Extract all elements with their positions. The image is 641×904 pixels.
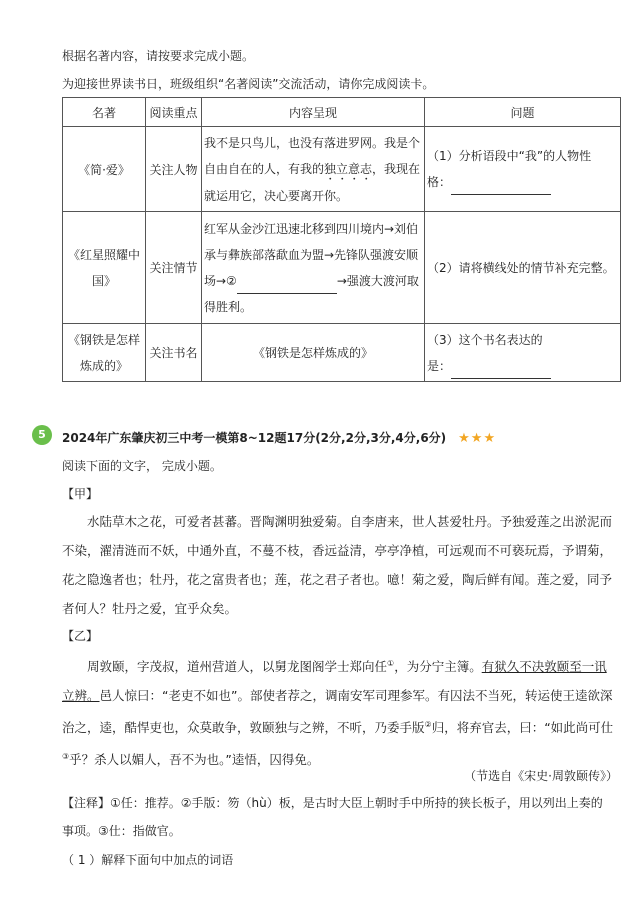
yi-text-1: 周敦颐，字茂叔，道州营道人，以舅龙图阁学士郑向任 bbox=[87, 659, 388, 675]
question-title bbox=[62, 429, 496, 446]
header-content: 内容呈现 bbox=[202, 98, 425, 127]
table-row bbox=[63, 212, 621, 324]
sub-question-1: （ 1 ）解释下面句中加点的词语 bbox=[62, 853, 234, 867]
table-row bbox=[63, 127, 621, 212]
intro-line-2: 为迎接世界读书日，班级组织“名著阅读”交流活动，请你完成阅读卡。 bbox=[62, 77, 435, 91]
row3-focus: 关注书名 bbox=[146, 324, 202, 382]
yi-text-3: 邑人惊曰：“老吏不如也”。部使者荐之，调南安军司理参军。有囚法不当死，转运使王逵欲深治之，逵，酷悍吏也，众莫敢争，敦颐独与之辨，不听，乃委手版 bbox=[62, 688, 613, 736]
question-source-title: 2024年广东肇庆初三中考一模第8~12题17分(2分,2分,3分,4分,6分) bbox=[62, 431, 447, 445]
row3-book: 《钢铁是怎样炼成的》 bbox=[63, 324, 146, 382]
intro-line-1: 根据名著内容，请按要求完成小题。 bbox=[62, 49, 255, 63]
row1-content-a: 我不是只鸟儿，也没有落进罗网。我是个自由自在的人，有我的 bbox=[204, 135, 421, 176]
note-ref-2: ② bbox=[424, 720, 432, 730]
question-number-badge: 5 bbox=[32, 425, 52, 445]
row3-content: 《钢铁是怎样炼成的》 bbox=[202, 324, 425, 382]
yi-text-4: 归，将弃官去，曰：“如此尚可仕 bbox=[431, 720, 614, 736]
row1-content bbox=[202, 127, 425, 212]
notes-line-1: 【注释】①任：推荐。②手版：笏（hù）板，是古时大臣上朝时手中所持的狭长板子，用以列出上奏的 bbox=[62, 796, 603, 810]
yi-text-5: 乎？杀人以媚人，吾不为也。”逵悟，囚得免。 bbox=[69, 752, 320, 768]
row1-focus: 关注人物 bbox=[146, 127, 202, 212]
row1-dotted-word: 独立意志 bbox=[324, 161, 373, 176]
yi-text-2: ，为分宁主簿。 bbox=[394, 659, 482, 675]
row1-content-b: ，我现在就运用它，决心要离开你。 bbox=[204, 161, 421, 203]
row2-content-b: →强渡大渡河取得胜利。 bbox=[204, 273, 419, 314]
header-question: 问题 bbox=[425, 98, 621, 127]
header-book: 名著 bbox=[63, 98, 146, 127]
row2-focus: 关注情节 bbox=[146, 212, 202, 324]
row2-book: 《红星照耀中国》 bbox=[63, 212, 146, 324]
answer-blank-2[interactable] bbox=[237, 281, 337, 294]
row3-question bbox=[425, 324, 621, 382]
passage-source: （节选自《宋史·周敦颐传》） bbox=[464, 769, 618, 783]
row2-content-a: 红军从金沙江迅速北移到四川境内→刘伯承与彝族部落歃血为盟→先锋队强渡安顺场→② bbox=[204, 221, 419, 288]
yi-label: 【乙】 bbox=[62, 629, 99, 643]
row3-question-a: （3）这个书名表达的 bbox=[427, 332, 543, 347]
notes-line-2: 事项。③仕：指做官。 bbox=[62, 824, 181, 838]
jia-label: 【甲】 bbox=[62, 487, 99, 501]
answer-blank-1[interactable] bbox=[451, 182, 551, 195]
row2-question: （2）请将横线处的情节补充完整。 bbox=[425, 212, 621, 324]
table-row bbox=[63, 324, 621, 382]
note-ref-3: ③ bbox=[62, 752, 70, 762]
table-header-row bbox=[63, 98, 621, 127]
row1-book: 《简·爱》 bbox=[63, 127, 146, 212]
note-ref-1: ① bbox=[387, 659, 395, 668]
row1-question bbox=[425, 127, 621, 212]
difficulty-stars: ★★★ bbox=[458, 431, 497, 446]
row3-question-b: 是： bbox=[427, 358, 452, 373]
row1-question-b: 格： bbox=[427, 175, 452, 189]
underlined-sentence: 有狱久不决敦颐至一讯立辨。 bbox=[62, 659, 607, 704]
row1-question-a: （1）分析语段中“我”的人物性 bbox=[427, 149, 592, 163]
reading-card-table bbox=[62, 97, 621, 382]
answer-blank-3[interactable] bbox=[451, 366, 551, 379]
instruction: 阅读下面的文字， 完成小题。 bbox=[62, 459, 222, 473]
header-focus: 阅读重点 bbox=[146, 98, 202, 127]
yi-passage bbox=[62, 649, 618, 774]
jia-passage: 水陆草木之花，可爱者甚蕃。晋陶渊明独爱菊。自李唐来，世人甚爱牡丹。予独爱莲之出淤泥而不染，濯清涟而不妖，中通外直，不蔓不枝，香远益清，亭亭净植，可远观而不可亵玩焉，予谓菊，花之隐逸者也；牡丹，花之富贵者也；莲，花之君子者也。噫！菊之爱，陶后鲜有闻。莲之爱，同予者何人？牡丹之爱，宜乎众矣。 bbox=[62, 514, 613, 616]
row2-content bbox=[202, 212, 425, 324]
